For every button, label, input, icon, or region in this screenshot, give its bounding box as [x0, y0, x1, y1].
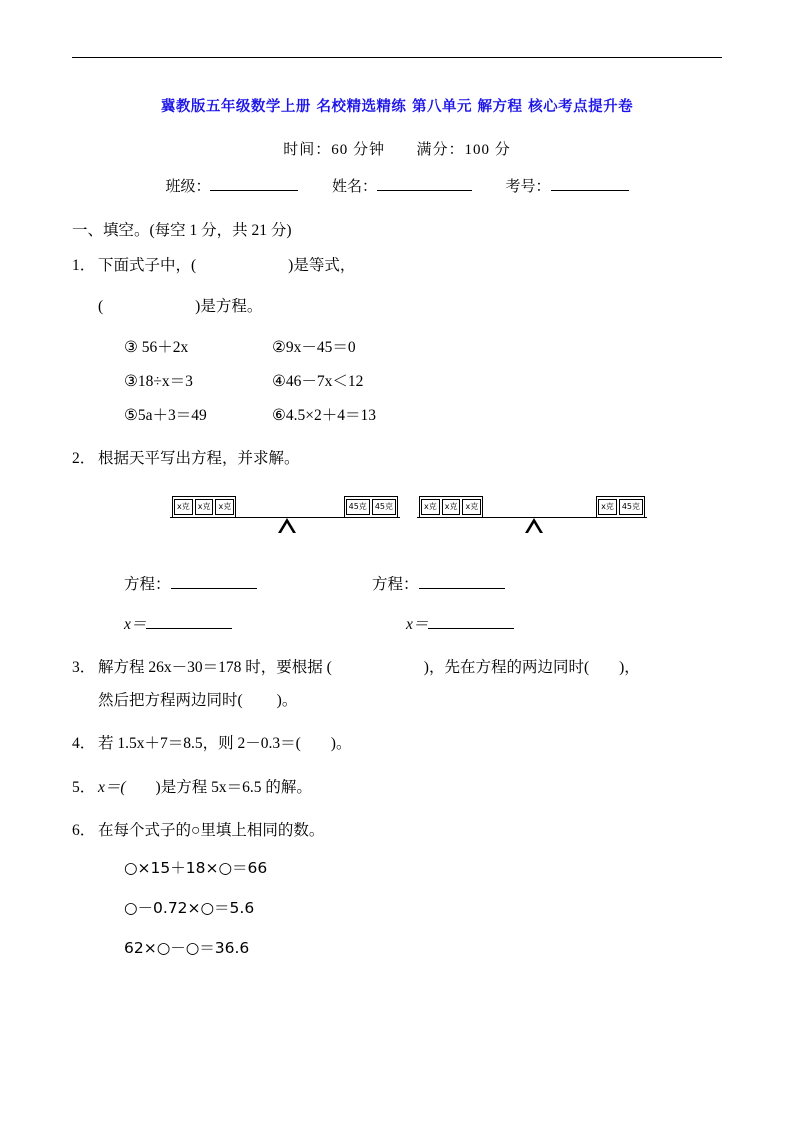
header-rule: [72, 57, 722, 58]
question-1-text-c: (: [98, 298, 104, 316]
question-1-options-row-1: [72, 335, 722, 357]
equation-label: 方程：: [372, 575, 419, 593]
exam-meta: [72, 138, 722, 159]
scale-left-pan: [172, 496, 236, 517]
class-label: 班级：: [165, 179, 211, 195]
score-label: 满分：100 分: [416, 142, 511, 158]
weight-block: x克: [442, 499, 461, 515]
weight-block: x克: [421, 499, 440, 515]
balance-scale-left: [170, 484, 400, 550]
weight-block: 45克: [619, 499, 643, 515]
question-2-solution-row: [72, 612, 722, 634]
name-blank: [377, 175, 472, 191]
scale-right-pan: [344, 496, 398, 517]
option-3: ③18÷x＝3: [124, 372, 193, 390]
question-3-line2: [72, 689, 722, 712]
document-content: [72, 95, 722, 970]
number-label: 考号：: [505, 179, 551, 195]
question-3-text-a: 解方程 26x－30＝178 时，要根据 (: [98, 658, 332, 676]
solution-label: x＝: [124, 615, 147, 633]
question-2-number: 2．: [72, 449, 96, 467]
question-3-text-e: )。: [276, 692, 298, 709]
number-blank: [551, 175, 629, 191]
option-5: ⑤5a＋3＝49: [124, 406, 207, 424]
scale-left-pan: [419, 496, 483, 517]
equation-label-left-wrap: [124, 572, 372, 594]
weight-block: x克: [195, 499, 214, 515]
scale-pivot-inner-icon: [528, 523, 540, 533]
solution-label-right-wrap: [406, 616, 514, 633]
question-1-text-a: 下面式子中，(: [98, 257, 197, 274]
question-5: [72, 776, 722, 799]
question-6-number: 6．: [72, 821, 96, 839]
weight-block: x克: [215, 499, 234, 515]
scale-right-pan: [596, 496, 645, 517]
question-6-item-3: 62×○－○＝36.6: [124, 939, 250, 957]
question-3-text-b: )，先在方程的两边同时(: [423, 658, 590, 676]
question-6-item-2: ○－0.72×○＝5.6: [124, 899, 255, 917]
weight-block: x克: [598, 499, 617, 515]
question-4-text-b: )。: [330, 735, 352, 753]
balance-scale-right: [417, 484, 647, 550]
question-4: [72, 732, 722, 755]
question-2: [72, 447, 722, 470]
question-3: [72, 656, 722, 679]
question-2-equation-row: [72, 572, 722, 594]
balance-scales-figure: [72, 484, 722, 554]
question-1-text-b: )是等式，: [288, 257, 356, 274]
question-3-text-d: 然后把方程两边同时(: [98, 692, 243, 709]
page-title: 冀教版五年级数学上册 名校精选精练 第八单元 解方程 核心考点提升卷: [160, 99, 634, 115]
section-heading-fill-blank: 一、填空。(每空 1 分，共 21 分): [72, 222, 292, 239]
equation-label-right-wrap: [372, 576, 505, 593]
question-1-options-row-2: [72, 369, 722, 391]
weight-block: 45克: [372, 499, 396, 515]
option-4: ④46－7x＜12: [272, 372, 364, 390]
option-2: ②9x－45＝0: [272, 338, 356, 356]
time-label: 时间：60 分钟: [283, 142, 385, 158]
solution-label-left-wrap: [124, 612, 372, 634]
scale-pivot-inner-icon: [281, 523, 293, 533]
question-3-text-c: )，: [619, 658, 640, 676]
question-1-number: 1．: [72, 257, 96, 274]
question-6-text: 在每个式子的○里填上相同的数。: [98, 821, 325, 839]
equation-label: 方程：: [124, 575, 171, 593]
question-5-text-b: )是方程 5x＝6.5 的解。: [155, 778, 312, 796]
solution-blank-left: [146, 612, 232, 629]
question-6-item-1: ○×15＋18×○＝66: [124, 859, 268, 877]
weight-block: 45克: [346, 499, 370, 515]
weight-block: x克: [174, 499, 193, 515]
solution-blank-right: [428, 612, 514, 629]
equation-blank-right: [419, 572, 505, 589]
question-1: [72, 254, 722, 277]
option-1: ③ 56＋2x: [124, 338, 189, 356]
option-6: ⑥4.5×2＋4＝13: [272, 406, 377, 424]
question-2-text: 根据天平写出方程，并求解。: [98, 449, 300, 467]
question-5-text-a: x＝(: [98, 778, 126, 796]
question-1-options-row-3: [72, 403, 722, 425]
name-label: 姓名：: [331, 179, 377, 195]
question-5-number: 5．: [72, 778, 96, 796]
solution-label: x＝: [406, 615, 429, 633]
weight-block: x克: [462, 499, 481, 515]
question-1-line2: [72, 295, 722, 318]
class-blank: [210, 175, 298, 191]
student-info-row: [72, 175, 722, 196]
question-3-number: 3．: [72, 658, 96, 676]
question-6: [72, 819, 722, 842]
question-4-text-a: 若 1.5x＋7＝8.5，则 2－0.3＝(: [98, 735, 301, 753]
question-4-number: 4．: [72, 735, 96, 753]
question-1-text-d: )是方程。: [195, 298, 263, 316]
equation-blank-left: [171, 572, 257, 589]
